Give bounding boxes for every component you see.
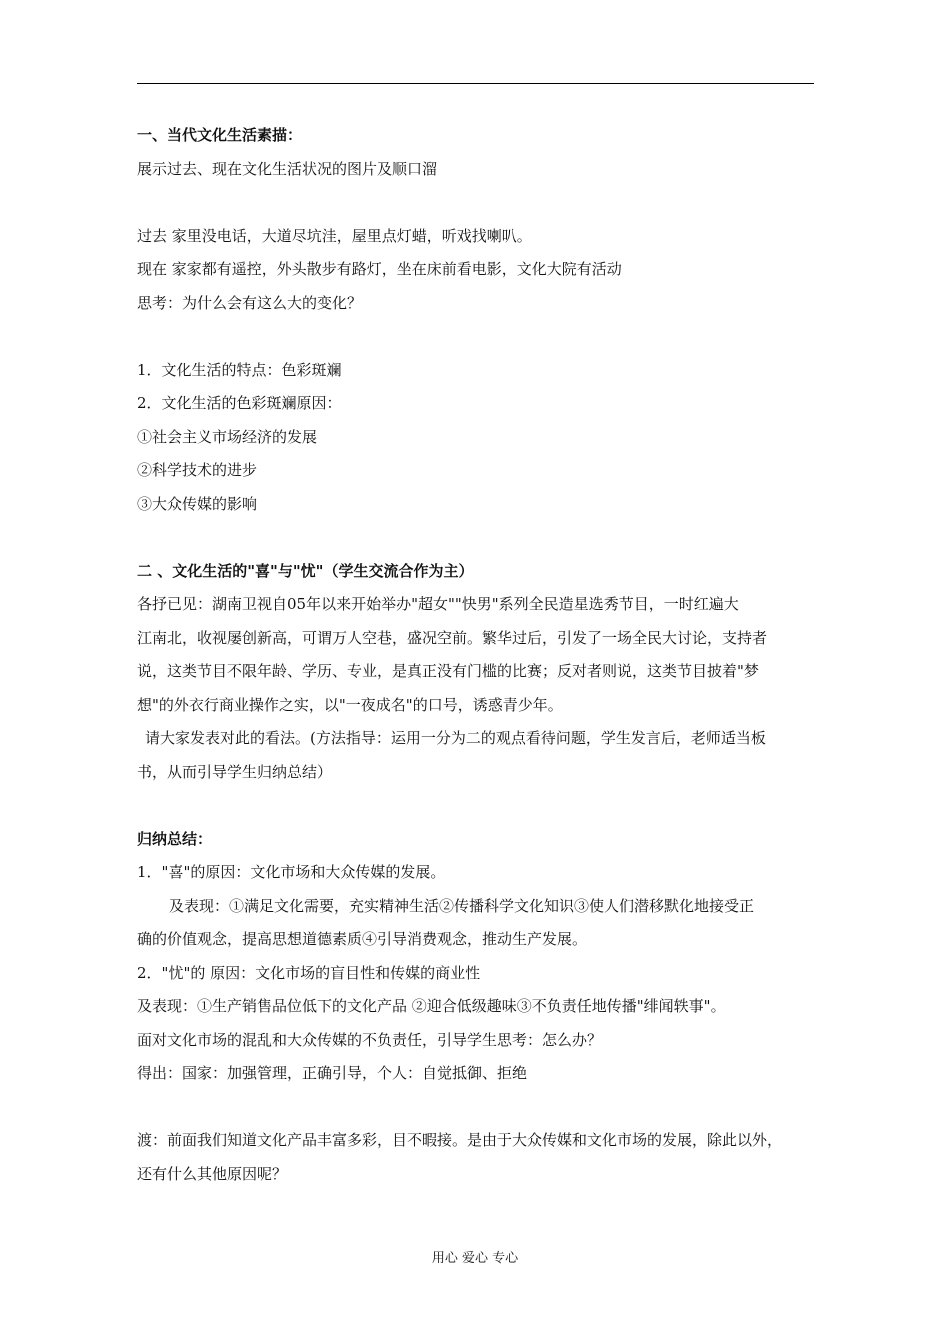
discussion-line-2: 江南北，收视屡创新高，可谓万人空巷，盛况空前。繁华过后，引发了一场全民大讨论，支持者	[137, 628, 768, 647]
rhyme-now: 现在 家家都有遥控，外头散步有路灯，坐在床前看电影，文化大院有活动	[137, 260, 622, 278]
header-rule	[137, 83, 814, 84]
conclusion: 得出：国家：加强管理，正确引导，个人：自觉抵御、拒绝	[137, 1064, 528, 1082]
feature-point: 1．文化生活的特点：色彩斑斓	[137, 360, 342, 379]
transition-line-1: 渡：前面我们知道文化产品丰富多彩，目不暇接。是由于大众传媒和文化市场的发展，除此以外，	[137, 1131, 783, 1149]
spacer	[137, 320, 817, 354]
joy-performance-line-2: 确的价值观念，提高思想道德素质④引导消费观念，推动生产发展。	[137, 930, 588, 948]
rhyme-past: 过去 家里没电话，大道尽坑洼，屋里点灯蜡，听戏找喇叭。	[137, 226, 532, 245]
section2-heading: 二 、文化生活的"喜"与"忧"（学生交流合作为主）	[137, 561, 474, 580]
joy-performance-line-1: 及表现：①满足文化需要，充实精神生活②传播科学文化知识③使人们潜移默化地接受正	[169, 896, 755, 915]
spacer	[137, 521, 817, 555]
section1-heading: 一、当代文化生活素描：	[137, 126, 303, 144]
spacer	[137, 1091, 817, 1125]
discussion-line-3: 说，这类节目不限年龄、学历、专业，是真正没有门槛的比赛；反对者则说，这类节目披着"梦	[137, 662, 759, 680]
worry-performance: 及表现：①生产销售品位低下的文化产品 ②迎合低级趣味③不负责任地传播"绯闻轶事"。	[137, 997, 726, 1015]
opinion-line-2: 书，从而引导学生归纳总结）	[137, 762, 333, 781]
spacer	[137, 186, 817, 220]
document-body	[137, 119, 817, 1191]
think-question: 思考：为什么会有这么大的变化？	[137, 293, 363, 312]
reason-point: 2．文化生活的色彩斑斓原因：	[137, 394, 342, 412]
facing-question: 面对文化市场的混乱和大众传媒的不负责任，引导学生思考：怎么办？	[137, 1030, 603, 1049]
transition-line-2: 还有什么其他原因呢？	[137, 1164, 288, 1183]
summary-heading: 归纳总结：	[137, 829, 213, 848]
page-footer: 用心 爱心 专心	[431, 1251, 519, 1266]
joy-reason: 1．"喜"的原因：文化市场和大众传媒的发展。	[137, 863, 446, 881]
reason-item-3: ③大众传媒的影响	[137, 494, 258, 513]
discussion-line-1: 各抒已见：湖南卫视自05年以来开始举办"超女""快男"系列全民造星选秀节目，一时红遍大	[137, 595, 739, 613]
reason-item-2: ②科学技术的进步	[137, 461, 258, 479]
discussion-line-4: 想"的外衣行商业操作之实，以"一夜成名"的口号，诱惑青少年。	[137, 695, 563, 714]
opinion-line-1: 请大家发表对此的看法。(方法指导：运用一分为二的观点看待问题，学生发言后，老师适当板	[145, 729, 766, 747]
section1-intro: 展示过去、现在文化生活状况的图片及顺口溜	[137, 159, 438, 178]
worry-reason: 2．"忧"的 原因：文化市场的盲目性和传媒的商业性	[137, 963, 481, 982]
reason-item-1: ①社会主义市场经济的发展	[137, 427, 318, 446]
spacer	[137, 789, 817, 823]
